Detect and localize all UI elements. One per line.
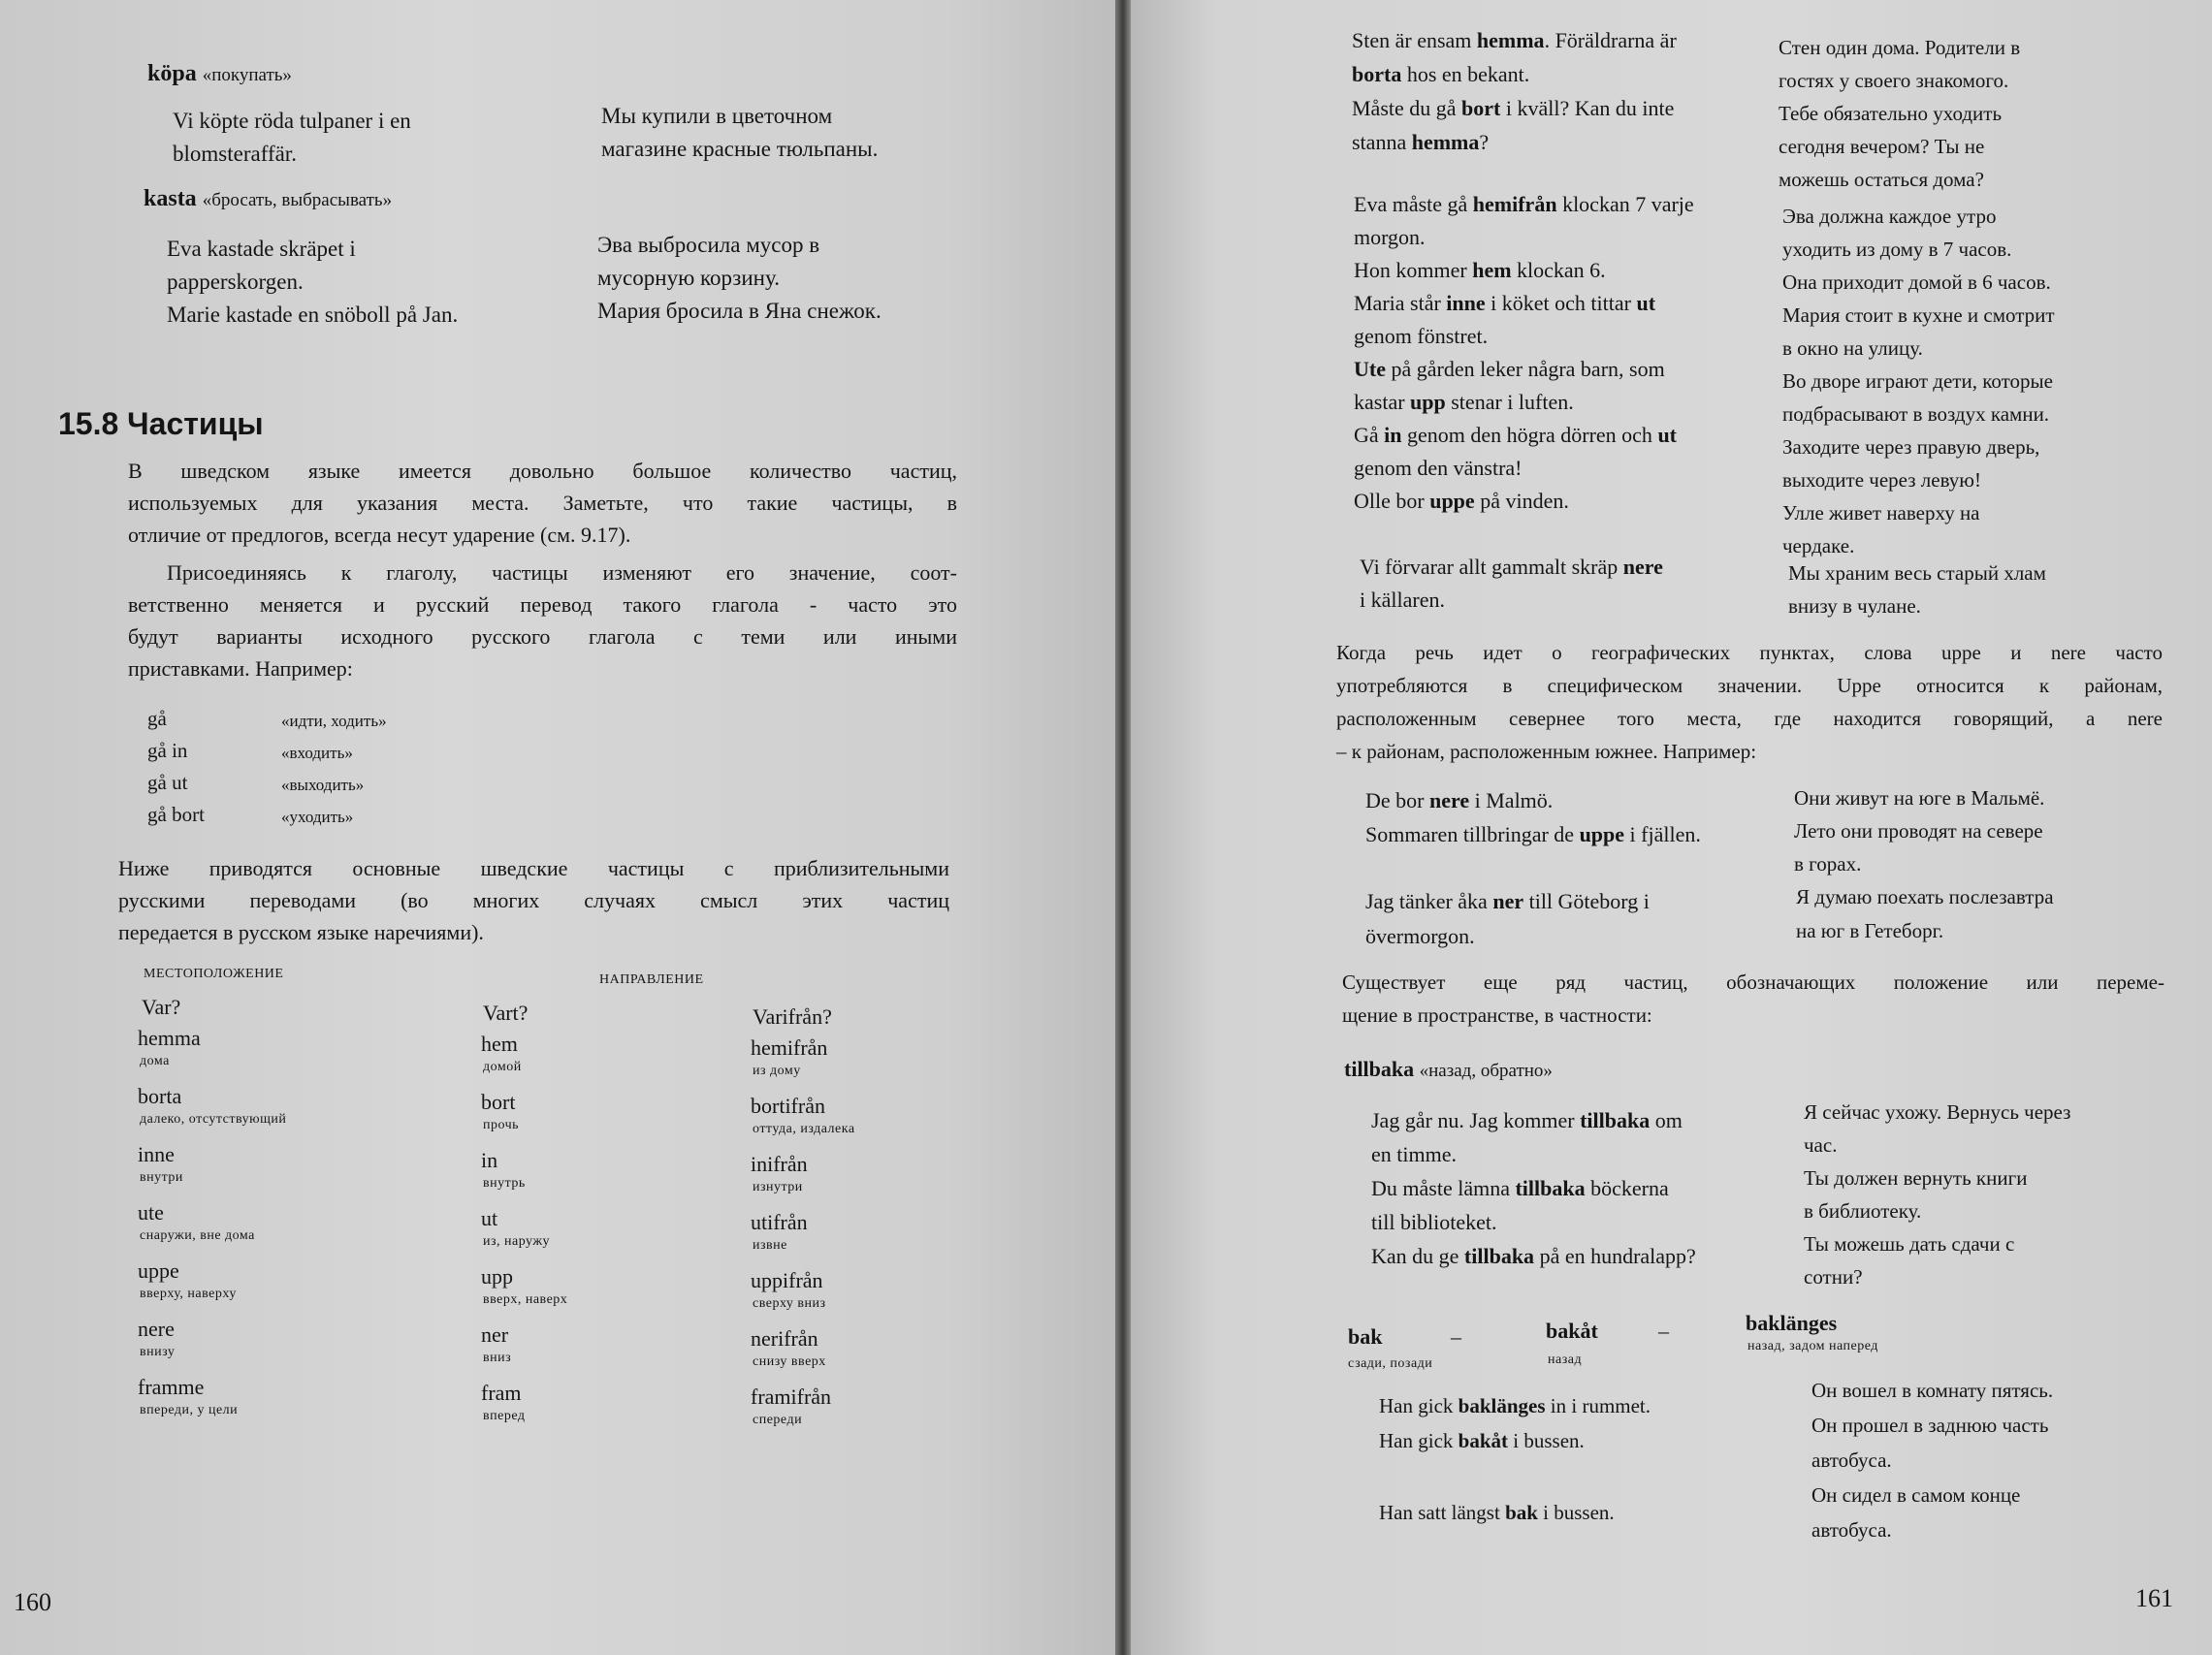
example-line: Эва выбросила мусор в: [597, 233, 820, 257]
example-line: сегодня вечером? Ты не: [1779, 135, 1985, 158]
particle-word: ute: [138, 1200, 164, 1225]
paragraph-line: В шведском языке имеется довольно большое количество частиц,: [128, 459, 957, 483]
entry-tillbaka: [1344, 1059, 1553, 1080]
particle-gloss: оттуда, издалека: [753, 1122, 855, 1136]
example-line: Я думаю поехать послезавтра: [1796, 885, 2054, 908]
example-line: Мы храним весь старый хлам: [1788, 561, 2046, 585]
verb-ru: «выходить»: [281, 776, 365, 794]
example-ru: [1811, 1373, 2053, 1547]
particle-word: utifrån: [751, 1210, 808, 1234]
verb-ru: «входить»: [281, 744, 353, 762]
particle-word: inne: [138, 1142, 175, 1166]
example-line: Ты можешь дать сдачи с: [1804, 1232, 2015, 1256]
example-line: Во дворе играют дети, которые: [1782, 369, 2053, 393]
paragraph-line: употребляются в специфическом значении. Uppe относится к районам,: [1336, 674, 2163, 697]
particle-gloss: вперед: [483, 1409, 526, 1423]
dash: –: [1658, 1319, 1669, 1343]
example-line: i källaren.: [1360, 588, 1445, 612]
particle-word: ut: [481, 1206, 498, 1230]
example-line: Han gick bakåt i bussen.: [1379, 1429, 1585, 1452]
example-sv: [173, 105, 411, 171]
particle-gloss: из дому: [753, 1064, 801, 1078]
example-line: stanna hemma?: [1352, 130, 1490, 154]
example-line: в горах.: [1794, 852, 1862, 875]
paragraph-line: Существует еще ряд частиц, обозначающих положение или переме-: [1342, 971, 2164, 994]
paragraph-line: Присоединяясь к глаголу, частицы изменяют его значение, соот-: [167, 560, 957, 585]
example-ru: [1782, 200, 2055, 562]
table-head-location: МЕСТОПОЛОЖЕНИЕ: [144, 967, 284, 981]
example-line: Han satt längst bak i bussen.: [1379, 1501, 1615, 1524]
word-baklanges: baklänges: [1746, 1311, 1838, 1335]
paragraph-line: отличие от предлогов, всегда несут ударение (см. 9.17).: [128, 523, 631, 547]
example-line: выходите через левую!: [1782, 468, 1981, 492]
particle-word: in: [481, 1148, 498, 1172]
example-line: Sten är ensam hemma. Föräldrarna är: [1352, 28, 1677, 52]
example-sv: [1352, 23, 1677, 159]
particle-word: framme: [138, 1375, 205, 1399]
table-head-direction: НАПРАВЛЕНИЕ: [599, 972, 704, 987]
particle-word: uppifrån: [751, 1268, 823, 1292]
example-line: Тебе обязательно уходить: [1779, 102, 2003, 125]
example-line: гостях у своего знакомого.: [1779, 69, 2009, 92]
paragraph-line: используемых для указания места. Заметьте, что такие частицы, в: [128, 491, 957, 515]
particle-gloss: изнутри: [753, 1180, 803, 1194]
particle-gloss: впереди, у цели: [140, 1403, 239, 1417]
example-line: внизу в чулане.: [1788, 594, 1921, 618]
example-line: papperskorgen.: [167, 270, 304, 294]
example-line: час.: [1804, 1133, 1838, 1157]
example-line: Jag går nu. Jag kommer tillbaka om: [1371, 1108, 1683, 1132]
particle-gloss: внутри: [140, 1170, 183, 1185]
example-line: уходить из дому в 7 часов.: [1782, 238, 2012, 261]
particle-word: hemifrån: [751, 1035, 828, 1060]
paragraph-line: приставками. Например:: [128, 656, 353, 681]
example-line: Du måste lämna tillbaka böckerna: [1371, 1176, 1669, 1200]
entry-kasta: [144, 187, 392, 210]
particle-gloss: из, наружу: [483, 1234, 551, 1249]
example-sv: [1365, 783, 1701, 851]
example-line: Стен один дома. Родители в: [1779, 36, 2021, 59]
example-line: Ты должен вернуть книги: [1804, 1166, 2028, 1190]
entry-gloss: «бросать, выбрасывать»: [202, 190, 393, 210]
particle-word: upp: [481, 1264, 513, 1289]
paragraph-line: ветственно меняется и русский перевод такого глагола - часто это: [128, 592, 957, 617]
particle-gloss: прочь: [483, 1118, 520, 1132]
example-line: в библиотеку.: [1804, 1199, 1922, 1223]
example-line: De bor nere i Malmö.: [1365, 788, 1554, 812]
paragraph-more: [1342, 966, 2164, 1032]
particle-gloss: снаружи, вне дома: [140, 1228, 255, 1243]
example-line: Eva måste gå hemifrån klockan 7 varje: [1354, 192, 1694, 216]
page-number: 161: [2135, 1584, 2173, 1612]
example-line: Заходите через правую дверь,: [1782, 435, 2040, 459]
particle-gloss: дома: [140, 1054, 170, 1068]
example-ru: [1794, 781, 2044, 880]
particle-word: inifrån: [751, 1152, 808, 1176]
example-line: Jag tänker åka ner till Göteborg i: [1365, 889, 1650, 913]
particle-word: bort: [481, 1090, 516, 1114]
particle-gloss: снизу вверх: [753, 1354, 826, 1369]
example-line: мусорную корзину.: [597, 266, 780, 290]
example-line: övermorgon.: [1365, 924, 1475, 948]
particle-word: borta: [138, 1084, 182, 1108]
example-line: Vi förvarar allt gammalt skräp nere: [1360, 555, 1663, 579]
entry-word: kasta: [144, 186, 197, 211]
particle-gloss: внутрь: [483, 1176, 526, 1191]
example-line: Vi köpte röda tulpaner i en: [173, 109, 411, 133]
particle-gloss: извне: [753, 1238, 787, 1253]
particle-word: ner: [481, 1322, 509, 1347]
example-line: Marie kastade en snöboll på Jan.: [167, 302, 459, 327]
particle-word: uppe: [138, 1258, 179, 1283]
example-ru: [1796, 880, 2054, 948]
page-number: 160: [14, 1588, 51, 1616]
paragraph-1: [128, 455, 957, 551]
word-bakat: bakåt: [1546, 1319, 1598, 1343]
example-line: Мария стоит в кухне и смотрит: [1782, 303, 2055, 327]
example-line: автобуса.: [1811, 1448, 1892, 1472]
example-line: borta hos en bekant.: [1352, 62, 1530, 86]
verb-ru: «идти, ходить»: [281, 712, 387, 730]
example-line: в окно на улицу.: [1782, 336, 1923, 360]
example-sv: [1360, 551, 1663, 617]
particle-gloss: внизу: [140, 1345, 176, 1359]
example-sv: [167, 233, 458, 332]
particle-gloss: вниз: [483, 1351, 512, 1365]
example-line: чердаке.: [1782, 534, 1855, 557]
particle-gloss: вверху, наверху: [140, 1287, 237, 1301]
example-sv: [1354, 188, 1694, 518]
word-bak: bak: [1348, 1324, 1383, 1349]
particle-gloss: спереди: [753, 1413, 803, 1427]
book-spine: [1115, 0, 1131, 1655]
example-line: Я сейчас ухожу. Вернусь через: [1804, 1100, 2071, 1124]
verb-list-sv: [147, 703, 205, 831]
particle-gloss: сверху вниз: [753, 1296, 826, 1311]
particle-word: nere: [138, 1317, 175, 1341]
verb-sv: gå ut: [147, 771, 188, 794]
example-ru: [1779, 31, 2020, 196]
paragraph-line: расположенным севернее того места, где находится говорящий, а nere: [1336, 707, 2163, 730]
verb-sv: gå: [147, 707, 167, 730]
dash: –: [1451, 1324, 1461, 1349]
example-line: Gå in genom den högra dörren och ut: [1354, 423, 1677, 447]
example-sv: [1379, 1388, 1651, 1530]
example-line: Он прошел в заднюю часть: [1811, 1414, 2049, 1437]
example-line: genom fönstret.: [1354, 324, 1489, 348]
verb-sv: gå in: [147, 739, 188, 762]
entry-word: tillbaka: [1344, 1057, 1415, 1081]
paragraph-geography: [1336, 636, 2163, 768]
example-line: Han gick baklänges in i rummet.: [1379, 1394, 1651, 1417]
entry-gloss: «покупать»: [202, 65, 292, 85]
example-line: Olle bor uppe på vinden.: [1354, 489, 1569, 513]
example-line: Лето они проводят на севере: [1794, 819, 2043, 843]
particle-word: hem: [481, 1032, 518, 1056]
verb-sv: gå bort: [147, 803, 205, 826]
example-line: morgon.: [1354, 225, 1426, 249]
particle-word: fram: [481, 1381, 522, 1405]
example-line: сотни?: [1804, 1265, 1863, 1289]
example-line: Она приходит домой в 6 часов.: [1782, 271, 2051, 294]
particle-word: nerifrån: [751, 1326, 818, 1351]
particle-gloss: домой: [483, 1060, 522, 1074]
example-sv: [1371, 1103, 1696, 1273]
particle-word: bortifrån: [751, 1094, 825, 1118]
verb-ru: «уходить»: [281, 808, 354, 826]
example-line: Ute på gården leker några barn, som: [1354, 357, 1665, 381]
example-line: en timme.: [1371, 1142, 1457, 1166]
example-line: Eva kastade skräpet i: [167, 237, 356, 261]
example-line: Мария бросила в Яна снежок.: [597, 299, 882, 323]
example-line: Kan du ge tillbaka på en hundralapp?: [1371, 1244, 1696, 1268]
example-line: магазине красные тюльпаны.: [601, 137, 879, 161]
table-question-vart: Vart?: [483, 1001, 529, 1025]
paragraph-3: [118, 852, 949, 948]
paragraph-line: – к районам, расположенным южнее. Например:: [1336, 740, 1757, 763]
example-ru: [1788, 557, 2046, 622]
particle-gloss: вверх, наверх: [483, 1292, 568, 1307]
example-line: Мы купили в цветочном: [601, 104, 833, 128]
gloss-bakat: назад: [1548, 1353, 1583, 1367]
paragraph-line: русскими переводами (во многих случаях смысл этих частиц: [118, 888, 949, 912]
example-line: на юг в Гетеборг.: [1796, 919, 1944, 942]
example-line: Они живут на юге в Мальмё.: [1794, 786, 2045, 810]
paragraph-line: Ниже приводятся основные шведские частицы с приблизительными: [118, 856, 949, 880]
example-line: blomsteraffär.: [173, 142, 297, 166]
example-line: можешь остаться дома?: [1779, 168, 1984, 191]
example-line: genom den vänstra!: [1354, 456, 1523, 480]
entry-word: köpa: [147, 61, 197, 86]
example-line: Эва должна каждое утро: [1782, 205, 1997, 228]
example-line: Måste du gå bort i kväll? Kan du inte: [1352, 96, 1675, 120]
example-ru: [597, 229, 882, 328]
particle-word: hemma: [138, 1026, 201, 1050]
gloss-baklanges: назад, задом наперед: [1747, 1339, 1878, 1353]
paragraph-line: щение в пространстве, в частности:: [1342, 1003, 1652, 1027]
table-question-varifran: Varifrån?: [753, 1004, 832, 1029]
example-line: Он сидел в самом конце: [1811, 1483, 2021, 1507]
entry-kopa: [147, 62, 292, 85]
example-sv: [1365, 884, 1650, 954]
paragraph-line: передается в русском языке наречиями).: [118, 920, 484, 944]
paragraph-line: Когда речь идет о географических пунктах, слова uppe и nere часто: [1336, 641, 2163, 664]
example-line: автобуса.: [1811, 1518, 1892, 1542]
example-ru: [601, 100, 878, 166]
example-ru: [1804, 1096, 2070, 1293]
entry-gloss: «назад, обратно»: [1419, 1061, 1553, 1081]
example-line: Он вошел в комнату пятясь.: [1811, 1379, 2054, 1402]
example-line: Sommaren tillbringar de uppe i fjällen.: [1365, 822, 1701, 846]
paragraph-line: будут варианты исходного русского глагола с теми или иными: [128, 624, 957, 649]
right-page: [1131, 0, 2212, 1655]
example-line: подбрасывают в воздух камни.: [1782, 402, 2050, 426]
example-line: Улле живет наверху на: [1782, 501, 1980, 525]
verb-list-ru: [281, 705, 387, 833]
table-question-var: Var?: [142, 995, 181, 1019]
particle-word: framifrån: [751, 1384, 832, 1409]
example-line: Maria står inne i köket och tittar ut: [1354, 291, 1656, 315]
particle-gloss: далеко, отсутствующий: [140, 1112, 287, 1127]
paragraph-2: [128, 557, 957, 684]
section-heading: 15.8 Частицы: [58, 406, 264, 441]
example-line: Hon kommer hem klockan 6.: [1354, 258, 1606, 282]
gloss-bak: сзади, позади: [1348, 1356, 1433, 1371]
example-line: kastar upp stenar i luften.: [1354, 390, 1574, 414]
example-line: till biblioteket.: [1371, 1210, 1497, 1234]
